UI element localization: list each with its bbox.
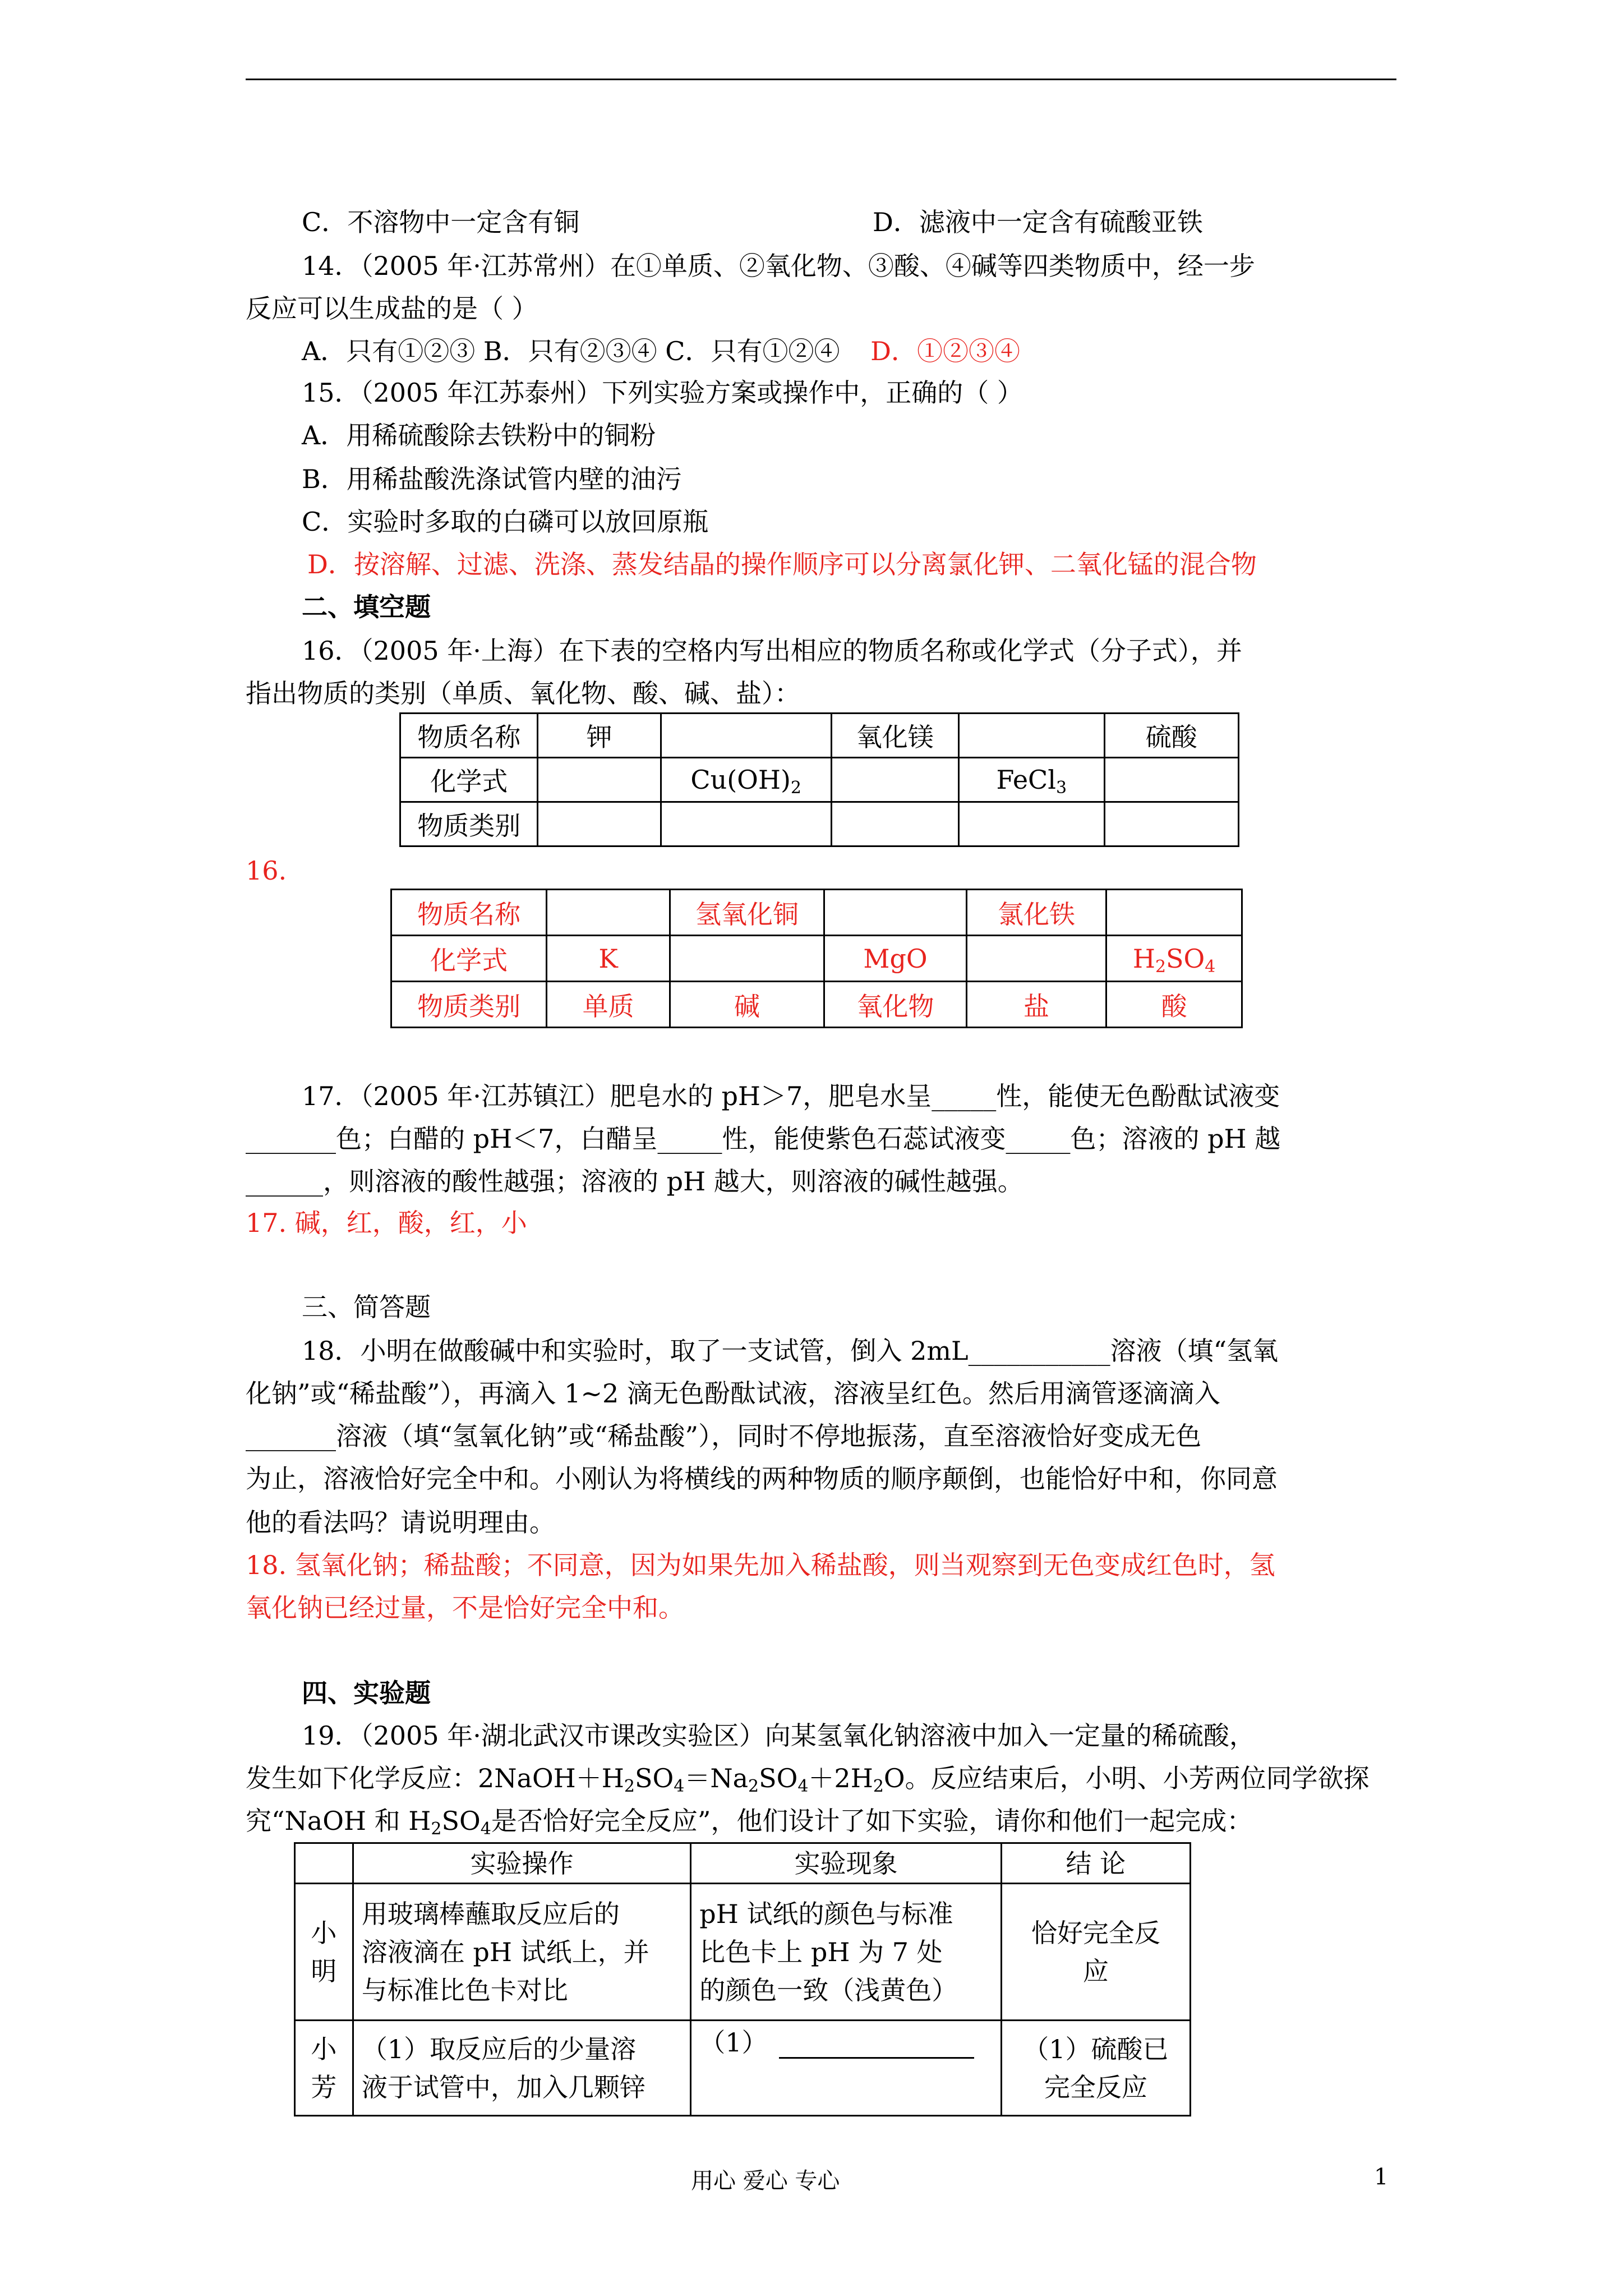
q13-option-d: D．滤液中一定含有硫酸亚铁 bbox=[873, 207, 1203, 237]
q17-line-2: _______色；白醋的 pH＜7，白醋呈_____性，能使紫色石蕊试液变_____色；溶液的 pH 越 bbox=[246, 1124, 1281, 1154]
formula-subscript: 3 bbox=[1055, 778, 1067, 798]
formula-subscript: 2 bbox=[1155, 956, 1166, 977]
person-char: 芳 bbox=[311, 2072, 337, 2102]
cell-line: （1）硫酸已 bbox=[1023, 2033, 1169, 2064]
subscript: 2 bbox=[431, 1819, 442, 1839]
cell-line: 液于试管中，加入几颗锌 bbox=[361, 2072, 645, 2102]
table-cell bbox=[670, 936, 824, 982]
phenomenon-cell bbox=[691, 2021, 1001, 2116]
cell-line: 溶液滴在 pH 试纸上，并 bbox=[361, 1936, 649, 1967]
page-number: 1 bbox=[1374, 2164, 1389, 2190]
cell-line: 与标准比色卡对比 bbox=[361, 1975, 568, 2005]
section-2-title: 二、填空题 bbox=[302, 592, 431, 622]
q16-line-1: 16．（2005 年·上海）在下表的空格内写出相应的物质名称或化学式（分子式），并 bbox=[302, 636, 1242, 666]
table-cell bbox=[295, 1843, 353, 1884]
table-cell bbox=[824, 890, 967, 936]
q19-table bbox=[294, 1842, 1191, 2116]
table-cell bbox=[1106, 890, 1242, 936]
table-cell: 盐 bbox=[966, 982, 1106, 1028]
subscript: 4 bbox=[797, 1777, 809, 1796]
q16-answer-label: 16. bbox=[246, 855, 287, 886]
q14-answer: D．①②③④ bbox=[870, 336, 1020, 366]
q19-text: 发生如下化学反应：2NaOH＋H bbox=[246, 1763, 624, 1793]
cell-line: （1）取反应后的少量溶 bbox=[361, 2033, 637, 2064]
formula-text: SO bbox=[1166, 943, 1205, 974]
section-3-title: 三、简答题 bbox=[302, 1292, 431, 1322]
table-cell: MgO bbox=[824, 936, 967, 982]
subscript: 4 bbox=[480, 1819, 491, 1839]
table-cell bbox=[831, 802, 958, 846]
subscript: 2 bbox=[624, 1777, 635, 1796]
q19-line-3 bbox=[246, 1804, 1252, 1838]
q13-option-c: C．不溶物中一定含有铜 bbox=[302, 207, 580, 237]
table-cell: K bbox=[547, 936, 670, 982]
table-row bbox=[391, 890, 1242, 936]
table-cell: 氢氧化铜 bbox=[670, 890, 824, 936]
conclusion-cell bbox=[1001, 1884, 1190, 2021]
q14-line-2: 反应可以生成盐的是（ ） bbox=[246, 293, 538, 324]
table-cell bbox=[1104, 802, 1238, 846]
q14-line-1: 14．（2005 年·江苏常州）在①单质、②氧化物、③酸、④碱等四类物质中，经一步 bbox=[302, 251, 1255, 281]
formula-subscript: 4 bbox=[1205, 956, 1216, 977]
table-header-cell: 实验现象 bbox=[691, 1843, 1001, 1884]
q17-line-3: ______，则溶液的酸性越强；溶液的 pH 越大，则溶液的碱性越强。 bbox=[246, 1166, 1023, 1197]
table-row bbox=[391, 982, 1242, 1028]
table-cell: 物质类别 bbox=[391, 982, 547, 1028]
q18-line-2: 化钠”或“稀盐酸”），再滴入 1~2 滴无色酚酞试液，溶液呈红色。然后用滴管逐滴滴入 bbox=[246, 1378, 1220, 1409]
subscript: 4 bbox=[674, 1777, 685, 1796]
table-cell: 钾 bbox=[538, 714, 661, 758]
table-header-cell: 结 论 bbox=[1001, 1843, 1190, 1884]
table-cell: 物质类别 bbox=[400, 802, 538, 846]
q19-text: ＋2H bbox=[808, 1763, 873, 1793]
table-cell: 化学式 bbox=[391, 936, 547, 982]
table-cell: 物质名称 bbox=[400, 714, 538, 758]
person-char: 小 bbox=[311, 2033, 337, 2064]
operation-cell bbox=[353, 2021, 690, 2116]
table-row bbox=[295, 2021, 1191, 2116]
table-header-cell: 实验操作 bbox=[353, 1843, 690, 1884]
cell-line: 比色卡上 pH 为 7 处 bbox=[699, 1936, 943, 1967]
table-cell bbox=[661, 714, 831, 758]
cell-line: 恰好完全反 bbox=[1031, 1917, 1160, 1948]
table-cell: 氯化铁 bbox=[966, 890, 1106, 936]
q19-text: SO bbox=[759, 1763, 798, 1793]
cell-line: （1） bbox=[699, 2027, 768, 2058]
formula-text: Cu(OH) bbox=[690, 765, 791, 795]
header-rule bbox=[246, 79, 1396, 80]
formula-text: FeCl bbox=[996, 765, 1056, 795]
table-cell: 硫酸 bbox=[1104, 714, 1238, 758]
footer-slogan: 用心 爱心 专心 bbox=[691, 2168, 840, 2194]
section-4-title: 四、实验题 bbox=[302, 1678, 431, 1708]
q19-text: 是否恰好完全反应”，他们设计了如下实验，请你和他们一起完成： bbox=[491, 1806, 1253, 1836]
table-cell: 碱 bbox=[670, 982, 824, 1028]
operation-cell bbox=[353, 1884, 690, 2021]
table-cell: 氧化物 bbox=[824, 982, 967, 1028]
table-cell bbox=[958, 714, 1104, 758]
q17-answer: 17. 碱，红，酸，红，小 bbox=[246, 1208, 527, 1238]
table-cell bbox=[661, 802, 831, 846]
q18-answer-line-2: 氧化钠已经过量，不是恰好完全中和。 bbox=[246, 1593, 684, 1623]
q16-table bbox=[399, 712, 1239, 847]
q19-text: ＝Na bbox=[684, 1763, 748, 1793]
person-char: 明 bbox=[311, 1955, 337, 1986]
q14-options bbox=[302, 334, 1020, 368]
table-cell: 酸 bbox=[1106, 982, 1242, 1028]
q19-text: O。反应结束后，小明、小芳两位同学欲探 bbox=[883, 1763, 1370, 1793]
q15-option-d-answer: D．按溶解、过滤、洗涤、蒸发结晶的操作顺序可以分离氯化钾、二氧化锰的混合物 bbox=[307, 549, 1257, 579]
q17-line-1: 17．（2005 年·江苏镇江）肥皂水的 pH＞7，肥皂水呈_____性，能使无色酚酞试液变 bbox=[302, 1081, 1280, 1111]
q18-line-1: 18．小明在做酸碱中和实验时，取了一支试管，倒入 2mL___________溶液（填“氢氧 bbox=[302, 1336, 1279, 1366]
answer-blank-line[interactable] bbox=[779, 2031, 974, 2059]
q15-option-c: C．实验时多取的白磷可以放回原瓶 bbox=[302, 507, 709, 537]
q18-line-3: _______溶液（填“氢氧化钠”或“稀盐酸”），同时不停地振荡，直至溶液恰好变成无色 bbox=[246, 1421, 1202, 1451]
table-row bbox=[400, 802, 1239, 846]
q14-options-abc: A．只有①②③ B．只有②③④ C．只有①②④ bbox=[302, 336, 840, 366]
cell-line: 完全反应 bbox=[1044, 2072, 1147, 2102]
q18-line-4: 为止，溶液恰好完全中和。小刚认为将横线的两种物质的顺序颠倒，也能恰好中和，你同意 bbox=[246, 1464, 1278, 1494]
q19-text: SO bbox=[441, 1806, 481, 1836]
table-row bbox=[400, 714, 1239, 758]
table-row bbox=[295, 1843, 1191, 1884]
table-cell: 单质 bbox=[547, 982, 670, 1028]
q15-option-b: B．用稀盐酸洗涤试管内壁的油污 bbox=[302, 464, 682, 494]
q16-answer-table bbox=[390, 889, 1243, 1028]
table-cell bbox=[547, 890, 670, 936]
subscript: 2 bbox=[873, 1777, 884, 1796]
person-cell bbox=[295, 1884, 353, 2021]
q18-line-5: 他的看法吗？请说明理由。 bbox=[246, 1507, 555, 1538]
table-cell bbox=[538, 802, 661, 846]
cell-line: 用玻璃棒蘸取反应后的 bbox=[361, 1898, 620, 1929]
q18-answer-line-1: 18. 氢氧化钠；稀盐酸；不同意，因为如果先加入稀盐酸，则当观察到无色变成红色时，氢 bbox=[246, 1550, 1275, 1580]
subscript: 2 bbox=[748, 1777, 759, 1796]
table-cell bbox=[1106, 936, 1242, 982]
table-cell bbox=[958, 802, 1104, 846]
q15-option-a: A．用稀硫酸除去铁粉中的铜粉 bbox=[302, 420, 656, 450]
table-row bbox=[295, 1884, 1191, 2021]
table-cell bbox=[661, 758, 831, 802]
table-cell bbox=[1104, 758, 1238, 802]
table-cell bbox=[958, 758, 1104, 802]
formula-subscript: 2 bbox=[790, 778, 802, 798]
phenomenon-cell bbox=[691, 1884, 1001, 2021]
table-cell: 氧化镁 bbox=[831, 714, 958, 758]
conclusion-cell bbox=[1001, 2021, 1190, 2116]
q15-line-1: 15．（2005 年江苏泰州）下列实验方案或操作中，正确的（ ） bbox=[302, 378, 1023, 408]
table-row bbox=[391, 936, 1242, 982]
q16-line-2: 指出物质的类别（单质、氧化物、酸、碱、盐）： bbox=[246, 678, 800, 708]
q19-line-1: 19．（2005 年·湖北武汉市课改实验区）向某氢氧化钠溶液中加入一定量的稀硫酸， bbox=[302, 1720, 1255, 1751]
table-row bbox=[400, 758, 1239, 802]
table-cell bbox=[966, 936, 1106, 982]
table-cell: 物质名称 bbox=[391, 890, 547, 936]
formula-text: H bbox=[1132, 943, 1155, 974]
person-cell bbox=[295, 2021, 353, 2116]
cell-line: pH 试纸的颜色与标准 bbox=[699, 1898, 953, 1929]
q19-line-2 bbox=[246, 1761, 1370, 1795]
cell-line: 应 bbox=[1082, 1955, 1109, 1986]
table-cell bbox=[538, 758, 661, 802]
cell-line: 的颜色一致（浅黄色） bbox=[699, 1975, 958, 2005]
table-cell bbox=[831, 758, 958, 802]
person-char: 小 bbox=[311, 1917, 337, 1948]
q19-text: SO bbox=[634, 1763, 674, 1793]
q19-text: 究“NaOH 和 H bbox=[246, 1806, 431, 1836]
table-cell: 化学式 bbox=[400, 758, 538, 802]
